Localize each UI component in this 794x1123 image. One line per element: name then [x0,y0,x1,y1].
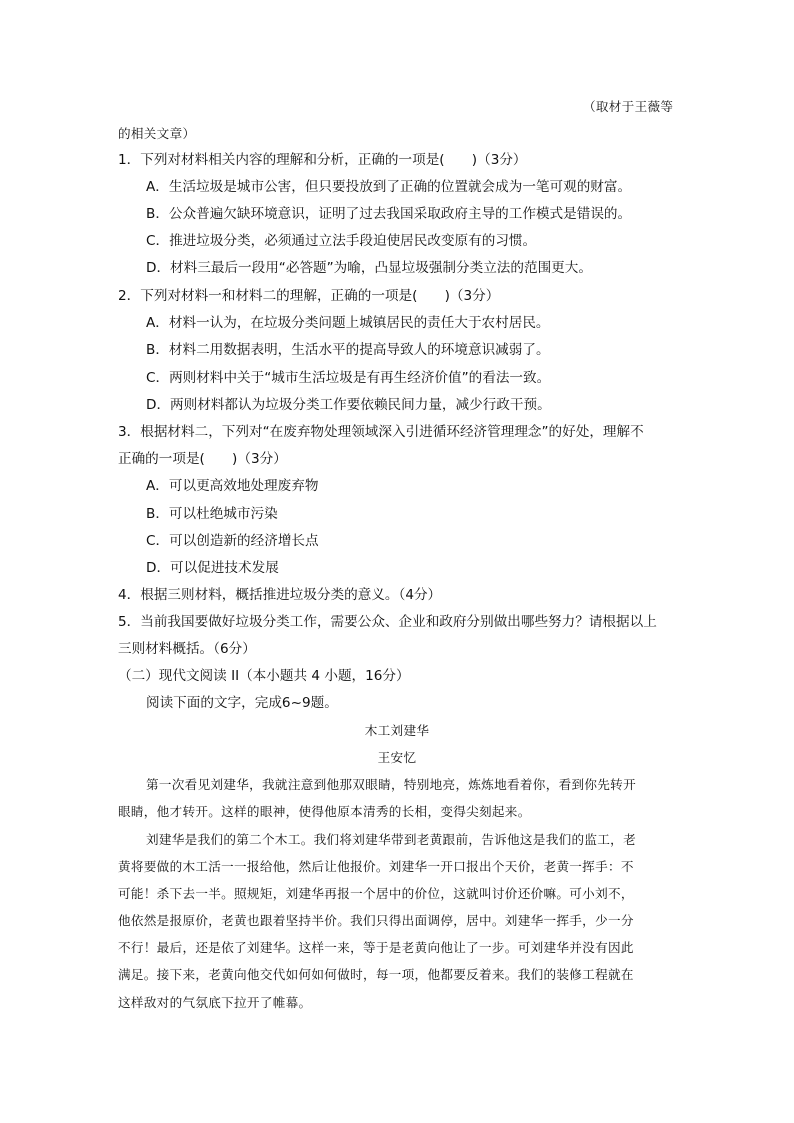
section-heading: （二）现代文阅读 II（本小题共 4 小题，16分） [118,668,410,684]
question-2-option-d: D．两则材料都认为垃圾分类工作要依赖民间力量，减少行政干预。 [146,397,551,413]
question-2-option-b: B．材料二用数据表明，生活水平的提高导致人的环境意识减弱了。 [146,342,550,358]
question-1-option-d: D．材料三最后一段用“必答题”为喻，凸显垃圾强制分类立法的范围更大。 [146,260,592,276]
question-1-option-a: A．生活垃圾是城市公害，但只要投放到了正确的位置就会成为一笔可观的财富。 [146,179,632,195]
source-note-line-1: （取材于王薇等 [583,99,674,114]
question-2-option-c: C．两则材料中关于“城市生活垃圾是有再生经济价值”的看法一致。 [146,370,551,386]
paragraph-2-line-1: 刘建华是我们的第二个木工。我们将刘建华带到老黄跟前，告诉他这是我们的监工，老 [146,832,636,847]
question-3-option-d: D．可以促进技术发展 [146,560,279,576]
question-1-option-b: B．公众普遍欠缺环境意识，证明了过去我国采取政府主导的工作模式是错误的。 [146,206,632,222]
paragraph-2-line-3: 可能！杀下去一半。照规矩，刘建华再报一个居中的价位，这就叫讨价还价嘛。可小刘不， [118,886,634,901]
question-3-option-a: A．可以更高效地处理废弃物 [146,478,319,494]
question-5-stem-line-2: 三则材料概括。（6分） [118,641,256,657]
paragraph-2-line-2: 黄将要做的木工活一一报给他，然后让他报价。刘建华一开口报出个天价，老黄一挥手：不 [118,859,634,874]
paragraph-1-line-2: 眼睛，他才转开。这样的眼神，使得他原本清秀的长相，变得尖刻起来。 [118,804,531,819]
question-1-stem: 1．下列对材料相关内容的理解和分析，正确的一项是( )（3分） [118,152,527,168]
question-3-option-c: C．可以创造新的经济增长点 [146,533,319,549]
question-3-stem-line-1: 3．根据材料二，下列对“在废弃物处理领域深入引进循环经济管理理念”的好处，理解不 [118,424,644,440]
question-2-stem: 2．下列对材料一和材料二的理解，正确的一项是( )（3分） [118,288,500,304]
question-4-stem: 4．根据三则材料，概括推进垃圾分类的意义。（4分） [118,587,442,603]
paragraph-2-line-5: 不行！最后，还是依了刘建华。这样一来，等于是老黄向他让了一步。可刘建华并没有因此 [118,940,634,955]
section-instruction: 阅读下面的文字，完成6~9题。 [146,695,338,711]
article-title: 木工刘建华 [364,723,430,738]
source-note-line-2: 的相关文章） [118,126,196,141]
question-1-option-c: C．推进垃圾分类，必须通过立法手段迫使居民改变原有的习惯。 [146,233,537,249]
question-3-option-b: B．可以杜绝城市污染 [146,506,278,522]
article-author: 王安忆 [377,750,417,765]
question-5-stem-line-1: 5．当前我国要做好垃圾分类工作，需要公众、企业和政府分别做出哪些努力？请根据以上 [118,614,657,630]
question-2-option-a: A．材料一认为，在垃圾分类问题上城镇居民的责任大于农村居民。 [146,315,550,331]
paragraph-2-line-7: 这样敌对的气氛底下拉开了帷幕。 [118,995,312,1010]
paragraph-2-line-6: 满足。接下来，老黄向他交代如何如何做时，每一项，他都要反着来。我们的装修工程就在 [118,967,634,982]
paragraph-1-line-1: 第一次看见刘建华，我就注意到他那双眼睛，特别地亮，炼炼地看着你，看到你先转开 [146,777,636,792]
paragraph-2-line-4: 他依然是报原价，老黄也跟着坚持半价。我们只得出面调停，居中。刘建华一挥手，少一分 [118,913,634,928]
question-3-stem-line-2: 正确的一项是( )（3分） [118,451,287,467]
